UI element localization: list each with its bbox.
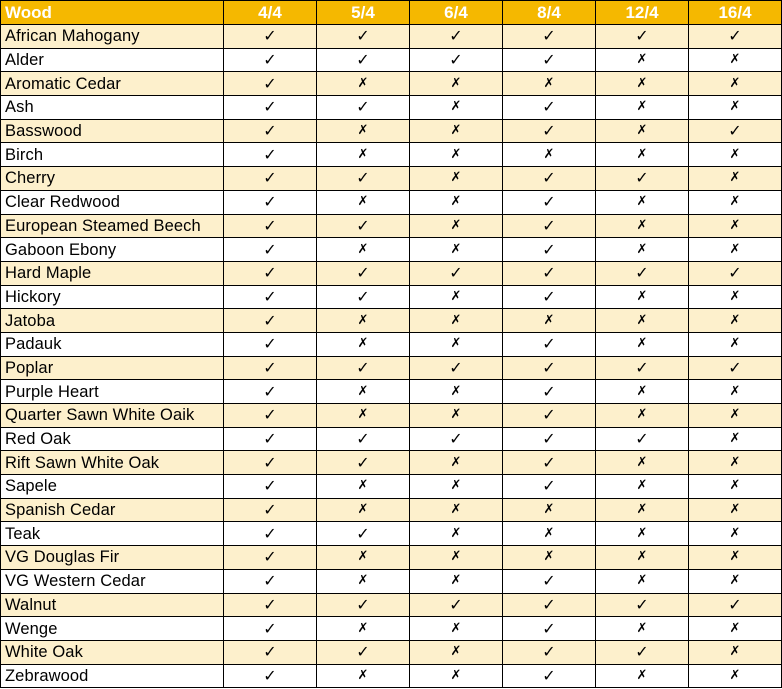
check-icon: ✓: [224, 48, 317, 72]
table-row: [1, 380, 782, 404]
cross-icon: ✗: [596, 332, 689, 356]
check-icon: ✓: [689, 356, 782, 380]
table-row: [1, 546, 782, 570]
check-icon: ✓: [503, 356, 596, 380]
cross-icon: ✗: [689, 546, 782, 570]
table-row: [1, 238, 782, 262]
check-icon: ✓: [224, 190, 317, 214]
cross-icon: ✗: [596, 498, 689, 522]
check-icon: ✓: [224, 214, 317, 238]
cross-icon: ✗: [596, 664, 689, 688]
cross-icon: ✗: [596, 72, 689, 96]
cross-icon: ✗: [689, 167, 782, 191]
check-icon: ✓: [224, 285, 317, 309]
cross-icon: ✗: [596, 380, 689, 404]
table-row: [1, 96, 782, 120]
cross-icon: ✗: [410, 96, 503, 120]
check-icon: ✓: [596, 167, 689, 191]
table-row: [1, 522, 782, 546]
cross-icon: ✗: [410, 522, 503, 546]
check-icon: ✓: [503, 664, 596, 688]
table-body: [1, 25, 782, 688]
cross-icon: ✗: [317, 664, 410, 688]
cross-icon: ✗: [317, 190, 410, 214]
table-row: [1, 498, 782, 522]
wood-name-cell: Walnut: [1, 593, 224, 617]
wood-name-cell: Gaboon Ebony: [1, 238, 224, 262]
cross-icon: ✗: [689, 451, 782, 475]
wood-name-cell: VG Douglas Fir: [1, 546, 224, 570]
check-icon: ✓: [224, 640, 317, 664]
check-icon: ✓: [410, 427, 503, 451]
check-icon: ✓: [317, 356, 410, 380]
cross-icon: ✗: [317, 238, 410, 262]
cross-icon: ✗: [410, 498, 503, 522]
wood-name-cell: Cherry: [1, 167, 224, 191]
header-12-4: 12/4: [596, 1, 689, 25]
check-icon: ✓: [224, 617, 317, 641]
table-row: [1, 143, 782, 167]
table-row: [1, 48, 782, 72]
check-icon: ✓: [224, 309, 317, 333]
cross-icon: ✗: [317, 309, 410, 333]
check-icon: ✓: [689, 593, 782, 617]
wood-name-cell: White Oak: [1, 640, 224, 664]
table-row: [1, 72, 782, 96]
check-icon: ✓: [224, 522, 317, 546]
cross-icon: ✗: [410, 143, 503, 167]
wood-name-cell: European Steamed Beech: [1, 214, 224, 238]
cross-icon: ✗: [410, 380, 503, 404]
check-icon: ✓: [503, 451, 596, 475]
cross-icon: ✗: [317, 119, 410, 143]
check-icon: ✓: [503, 119, 596, 143]
check-icon: ✓: [410, 261, 503, 285]
cross-icon: ✗: [689, 143, 782, 167]
table-row: [1, 475, 782, 499]
check-icon: ✓: [317, 214, 410, 238]
check-icon: ✓: [224, 664, 317, 688]
header-row: [1, 1, 782, 25]
check-icon: ✓: [224, 167, 317, 191]
check-icon: ✓: [503, 617, 596, 641]
check-icon: ✓: [224, 332, 317, 356]
check-icon: ✓: [503, 569, 596, 593]
cross-icon: ✗: [689, 214, 782, 238]
table-row: [1, 167, 782, 191]
cross-icon: ✗: [596, 475, 689, 499]
check-icon: ✓: [503, 96, 596, 120]
wood-name-cell: Poplar: [1, 356, 224, 380]
check-icon: ✓: [224, 119, 317, 143]
cross-icon: ✗: [317, 404, 410, 428]
check-icon: ✓: [224, 143, 317, 167]
check-icon: ✓: [224, 25, 317, 49]
cross-icon: ✗: [503, 522, 596, 546]
check-icon: ✓: [317, 48, 410, 72]
cross-icon: ✗: [689, 309, 782, 333]
cross-icon: ✗: [317, 475, 410, 499]
cross-icon: ✗: [410, 285, 503, 309]
cross-icon: ✗: [410, 546, 503, 570]
cross-icon: ✗: [689, 285, 782, 309]
check-icon: ✓: [224, 569, 317, 593]
cross-icon: ✗: [410, 309, 503, 333]
wood-name-cell: Aromatic Cedar: [1, 72, 224, 96]
check-icon: ✓: [317, 522, 410, 546]
cross-icon: ✗: [689, 190, 782, 214]
check-icon: ✓: [503, 48, 596, 72]
cross-icon: ✗: [689, 332, 782, 356]
wood-name-cell: Jatoba: [1, 309, 224, 333]
cross-icon: ✗: [503, 546, 596, 570]
check-icon: ✓: [317, 427, 410, 451]
check-icon: ✓: [410, 25, 503, 49]
check-icon: ✓: [503, 593, 596, 617]
check-icon: ✓: [317, 167, 410, 191]
wood-name-cell: Red Oak: [1, 427, 224, 451]
cross-icon: ✗: [596, 119, 689, 143]
wood-name-cell: Rift Sawn White Oak: [1, 451, 224, 475]
check-icon: ✓: [596, 427, 689, 451]
check-icon: ✓: [224, 96, 317, 120]
wood-name-cell: Alder: [1, 48, 224, 72]
table-row: [1, 309, 782, 333]
cross-icon: ✗: [410, 664, 503, 688]
cross-icon: ✗: [689, 380, 782, 404]
cross-icon: ✗: [689, 72, 782, 96]
cross-icon: ✗: [689, 427, 782, 451]
check-icon: ✓: [410, 356, 503, 380]
check-icon: ✓: [503, 380, 596, 404]
header-16-4: 16/4: [689, 1, 782, 25]
check-icon: ✓: [224, 380, 317, 404]
cross-icon: ✗: [410, 569, 503, 593]
wood-name-cell: Purple Heart: [1, 380, 224, 404]
check-icon: ✓: [503, 640, 596, 664]
cross-icon: ✗: [317, 498, 410, 522]
check-icon: ✓: [317, 451, 410, 475]
check-icon: ✓: [503, 261, 596, 285]
cross-icon: ✗: [596, 404, 689, 428]
cross-icon: ✗: [317, 380, 410, 404]
check-icon: ✓: [410, 48, 503, 72]
check-icon: ✓: [596, 356, 689, 380]
cross-icon: ✗: [689, 569, 782, 593]
wood-name-cell: Hard Maple: [1, 261, 224, 285]
wood-name-cell: Hickory: [1, 285, 224, 309]
table-row: [1, 332, 782, 356]
cross-icon: ✗: [596, 96, 689, 120]
table-header: [1, 1, 782, 25]
cross-icon: ✗: [503, 498, 596, 522]
cross-icon: ✗: [317, 617, 410, 641]
cross-icon: ✗: [596, 617, 689, 641]
table-row: [1, 119, 782, 143]
wood-name-cell: Basswood: [1, 119, 224, 143]
cross-icon: ✗: [410, 332, 503, 356]
cross-icon: ✗: [596, 309, 689, 333]
check-icon: ✓: [224, 404, 317, 428]
table-row: [1, 404, 782, 428]
cross-icon: ✗: [596, 190, 689, 214]
check-icon: ✓: [503, 25, 596, 49]
table-row: [1, 356, 782, 380]
check-icon: ✓: [503, 404, 596, 428]
check-icon: ✓: [410, 593, 503, 617]
cross-icon: ✗: [689, 617, 782, 641]
cross-icon: ✗: [410, 190, 503, 214]
cross-icon: ✗: [596, 522, 689, 546]
cross-icon: ✗: [596, 143, 689, 167]
check-icon: ✓: [503, 214, 596, 238]
check-icon: ✓: [224, 546, 317, 570]
table-row: [1, 664, 782, 688]
wood-name-cell: Zebrawood: [1, 664, 224, 688]
cross-icon: ✗: [596, 238, 689, 262]
check-icon: ✓: [689, 25, 782, 49]
check-icon: ✓: [689, 119, 782, 143]
cross-icon: ✗: [596, 214, 689, 238]
table-row: [1, 593, 782, 617]
check-icon: ✓: [317, 96, 410, 120]
check-icon: ✓: [224, 475, 317, 499]
cross-icon: ✗: [689, 96, 782, 120]
wood-name-cell: African Mahogany: [1, 25, 224, 49]
check-icon: ✓: [224, 238, 317, 262]
cross-icon: ✗: [689, 640, 782, 664]
cross-icon: ✗: [689, 522, 782, 546]
cross-icon: ✗: [317, 72, 410, 96]
cross-icon: ✗: [596, 451, 689, 475]
cross-icon: ✗: [689, 475, 782, 499]
cross-icon: ✗: [503, 143, 596, 167]
check-icon: ✓: [596, 261, 689, 285]
check-icon: ✓: [317, 25, 410, 49]
cross-icon: ✗: [410, 475, 503, 499]
cross-icon: ✗: [596, 48, 689, 72]
cross-icon: ✗: [317, 332, 410, 356]
cross-icon: ✗: [410, 404, 503, 428]
cross-icon: ✗: [317, 546, 410, 570]
cross-icon: ✗: [410, 617, 503, 641]
check-icon: ✓: [224, 427, 317, 451]
wood-name-cell: Ash: [1, 96, 224, 120]
table-row: [1, 569, 782, 593]
cross-icon: ✗: [410, 451, 503, 475]
cross-icon: ✗: [689, 404, 782, 428]
wood-name-cell: Clear Redwood: [1, 190, 224, 214]
table-row: [1, 261, 782, 285]
wood-name-cell: Sapele: [1, 475, 224, 499]
check-icon: ✓: [317, 285, 410, 309]
check-icon: ✓: [503, 427, 596, 451]
wood-name-cell: Birch: [1, 143, 224, 167]
table-row: [1, 190, 782, 214]
header-4-4: 4/4: [224, 1, 317, 25]
header-5-4: 5/4: [317, 1, 410, 25]
cross-icon: ✗: [410, 640, 503, 664]
table-row: [1, 617, 782, 641]
table-row: [1, 451, 782, 475]
table-row: [1, 25, 782, 49]
check-icon: ✓: [224, 593, 317, 617]
check-icon: ✓: [317, 640, 410, 664]
wood-name-cell: Teak: [1, 522, 224, 546]
check-icon: ✓: [503, 285, 596, 309]
check-icon: ✓: [224, 261, 317, 285]
cross-icon: ✗: [317, 569, 410, 593]
check-icon: ✓: [596, 640, 689, 664]
cross-icon: ✗: [689, 498, 782, 522]
cross-icon: ✗: [503, 72, 596, 96]
check-icon: ✓: [224, 356, 317, 380]
cross-icon: ✗: [410, 238, 503, 262]
check-icon: ✓: [689, 261, 782, 285]
table-row: [1, 214, 782, 238]
check-icon: ✓: [317, 593, 410, 617]
check-icon: ✓: [224, 498, 317, 522]
header-6-4: 6/4: [410, 1, 503, 25]
table-row: [1, 285, 782, 309]
check-icon: ✓: [503, 167, 596, 191]
check-icon: ✓: [503, 332, 596, 356]
header-8-4: 8/4: [503, 1, 596, 25]
check-icon: ✓: [224, 451, 317, 475]
cross-icon: ✗: [596, 569, 689, 593]
check-icon: ✓: [503, 238, 596, 262]
cross-icon: ✗: [410, 214, 503, 238]
check-icon: ✓: [503, 190, 596, 214]
check-icon: ✓: [317, 261, 410, 285]
wood-name-cell: Wenge: [1, 617, 224, 641]
table-row: [1, 427, 782, 451]
cross-icon: ✗: [596, 546, 689, 570]
cross-icon: ✗: [503, 309, 596, 333]
table-row: [1, 640, 782, 664]
cross-icon: ✗: [317, 143, 410, 167]
check-icon: ✓: [224, 72, 317, 96]
cross-icon: ✗: [410, 167, 503, 191]
check-icon: ✓: [596, 25, 689, 49]
cross-icon: ✗: [689, 238, 782, 262]
header-wood: Wood: [1, 1, 224, 25]
wood-name-cell: Quarter Sawn White Oaik: [1, 404, 224, 428]
wood-name-cell: Spanish Cedar: [1, 498, 224, 522]
wood-name-cell: Padauk: [1, 332, 224, 356]
cross-icon: ✗: [596, 285, 689, 309]
cross-icon: ✗: [410, 119, 503, 143]
cross-icon: ✗: [410, 72, 503, 96]
wood-name-cell: VG Western Cedar: [1, 569, 224, 593]
check-icon: ✓: [503, 475, 596, 499]
cross-icon: ✗: [689, 48, 782, 72]
cross-icon: ✗: [689, 664, 782, 688]
check-icon: ✓: [596, 593, 689, 617]
